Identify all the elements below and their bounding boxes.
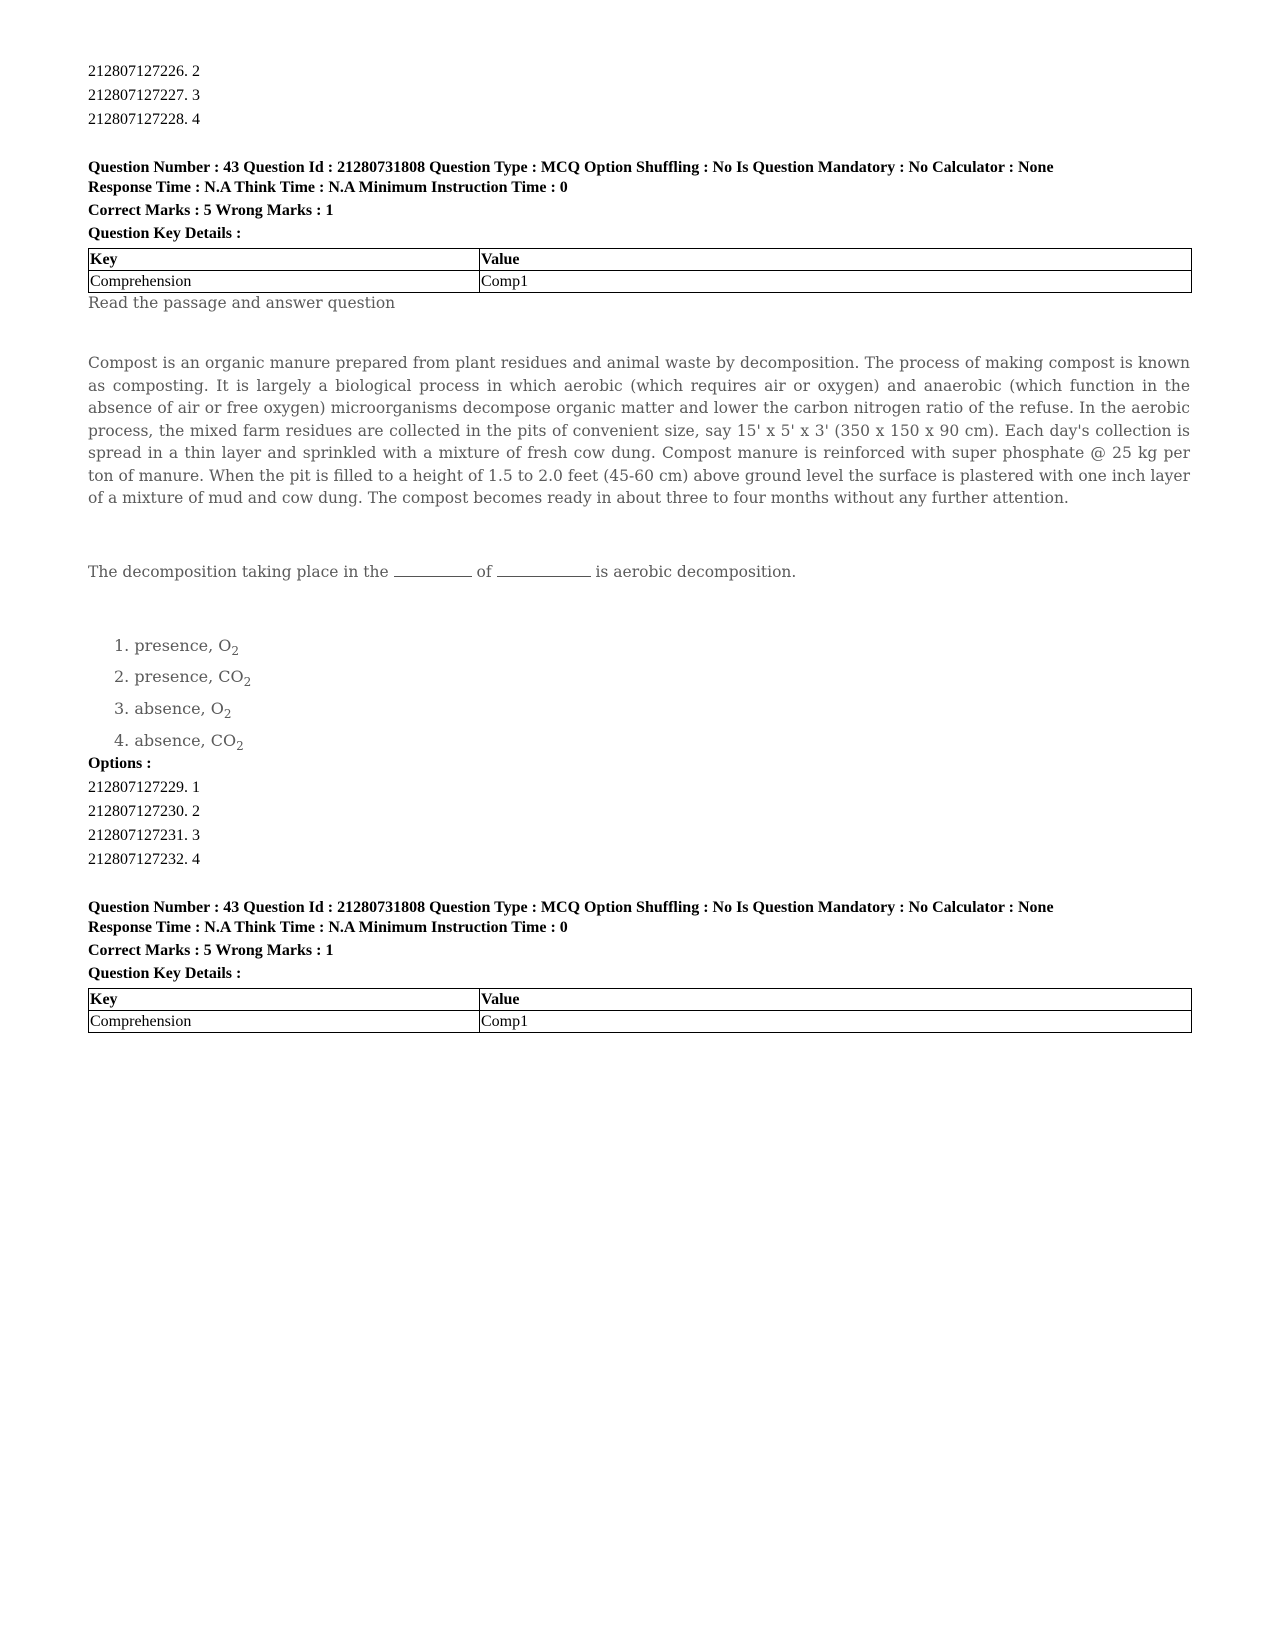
question-meta-line1: Question Number : 43 Question Id : 21280731808 Question Type : MCQ Option Shuffling : No Is Question Mandatory : No Calculator : None <box>88 899 1054 916</box>
option-line: 212807127231. 3 <box>88 827 200 844</box>
table-header-cell: Value <box>480 249 1192 271</box>
table-row <box>89 1011 1192 1033</box>
choice-item: 1. presence, $O_2$ <box>114 635 240 658</box>
option-line: 212807127227. 3 <box>88 87 200 104</box>
question-header-block <box>88 898 1193 1033</box>
answer-blank <box>497 562 591 577</box>
option-line: 212807127230. 2 <box>88 803 200 820</box>
answer-blank <box>394 562 472 577</box>
key-details-label: Question Key Details : <box>88 225 242 242</box>
choice-item: 3. absence, $O_2$ <box>114 698 232 722</box>
option-line: 212807127232. 4 <box>88 851 200 868</box>
instruction-text: Read the passage and answer question <box>88 294 396 312</box>
table-header-row <box>89 989 1192 1011</box>
stem-part: is aerobic decomposition. <box>595 562 797 581</box>
question-meta-line2: Response Time : N.A Think Time : N.A Minimum Instruction Time : 0 <box>88 179 568 196</box>
table-header-cell: Key <box>89 989 480 1011</box>
key-details-table <box>88 248 1192 293</box>
question-meta-line1: Question Number : 43 Question Id : 21280731808 Question Type : MCQ Option Shuffling : No Is Question Mandatory : No Calculator : None <box>88 159 1054 176</box>
options-label: Options : <box>88 755 152 772</box>
table-cell: Comprehension <box>89 1011 480 1033</box>
key-details-label: Question Key Details : <box>88 965 242 982</box>
key-details-table <box>88 988 1192 1033</box>
question-meta-line2: Response Time : N.A Think Time : N.A Minimum Instruction Time : 0 <box>88 919 568 936</box>
answer-choices <box>114 633 1193 760</box>
question-header-block <box>88 158 1193 293</box>
table-cell: Comp1 <box>480 271 1192 293</box>
question-stem <box>88 562 1193 581</box>
option-line: 212807127229. 1 <box>88 779 200 796</box>
table-row <box>89 271 1192 293</box>
options-block <box>88 752 200 872</box>
previous-options-list <box>88 60 200 132</box>
table-header-row <box>89 249 1192 271</box>
table-header-cell: Key <box>89 249 480 271</box>
option-line: 212807127228. 4 <box>88 111 200 128</box>
choice-item: 2. presence, $CO_2$ <box>114 667 252 690</box>
marks-line: Correct Marks : 5 Wrong Marks : 1 <box>88 942 334 959</box>
stem-part: of <box>476 562 492 581</box>
table-cell: Comprehension <box>89 271 480 293</box>
marks-line: Correct Marks : 5 Wrong Marks : 1 <box>88 202 334 219</box>
table-cell: Comp1 <box>480 1011 1192 1033</box>
option-line: 212807127226. 2 <box>88 63 200 80</box>
choice-item: 4. absence, $CO_2$ <box>114 730 244 753</box>
comprehension-passage: Compost is an organic manure prepared from plant residues and animal waste by decomposition. The process of making compost is known as composting. It is largely a biological process in which aerobic (which requires air or oxygen) and anaerobic (which function in the absence of air or free oxygen) microorganisms decompose organic matter and lower the carbon nitrogen ratio of the refuse. In the aerobic process, the mixed farm residues are collected in the pits of convenient size, say 15' x 5' x 3' (350 x 150 x 90 cm). Each day's collection is spread in a thin layer and sprinkled with a mixture of fresh cow dung. Compost manure is reinforced with super phosphate @ 25 kg per ton of manure. When the pit is filled to a height of 1.5 to 2.0 feet (45-60 cm) above ground level the surface is plastered with one inch layer of a mixture of mud and cow dung. The compost becomes ready in about three to four months without any further attention. <box>88 354 1190 507</box>
stem-part: The decomposition taking place in the <box>88 562 389 581</box>
question-image <box>88 294 1193 759</box>
table-header-cell: Value <box>480 989 1192 1011</box>
